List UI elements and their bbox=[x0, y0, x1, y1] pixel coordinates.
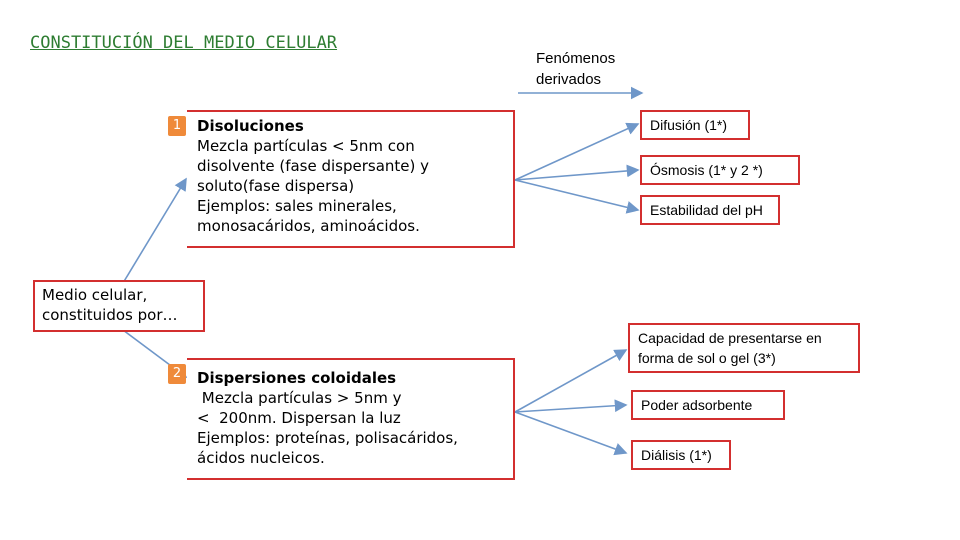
root-box-line-1: Medio celular, bbox=[42, 286, 148, 304]
box1-line-1: Mezcla partículas < 5nm con bbox=[197, 137, 415, 155]
box1-heading: Disoluciones bbox=[197, 117, 304, 135]
box2-number-badge: 2 bbox=[168, 364, 186, 384]
box2-line-3: Ejemplos: proteínas, polisacáridos, bbox=[197, 429, 458, 447]
diagram-title: CONSTITUCIÓN DEL MEDIO CELULAR bbox=[30, 33, 338, 53]
box2-heading: Dispersiones coloidales bbox=[197, 369, 397, 387]
box1-line-3: soluto(fase dispersa) bbox=[197, 177, 355, 195]
box1-disoluciones bbox=[187, 110, 515, 248]
box2-line-1: Mezcla partículas > 5nm y bbox=[197, 389, 402, 407]
box1-line-5: monosacáridos, aminoácidos. bbox=[197, 217, 420, 235]
box2-line-2: < 200nm. Dispersan la luz bbox=[197, 409, 401, 427]
fenomenos-header-line-2: derivados bbox=[536, 71, 602, 88]
box1-line-4: Ejemplos: sales minerales, bbox=[197, 197, 397, 215]
fenomenos-header bbox=[536, 48, 615, 90]
phenomenon-sol-gel: Capacidad de presentarse en forma de sol o gel (3*) bbox=[628, 323, 860, 373]
box1-number-badge: 1 bbox=[168, 116, 186, 136]
phenomenon-dialisis: Diálisis (1*) bbox=[631, 440, 731, 470]
box2-to-sol-gel-arrow bbox=[515, 350, 626, 412]
root-to-box1-arrow bbox=[123, 179, 186, 283]
phenomenon-difusion: Difusión (1*) bbox=[640, 110, 750, 140]
box1-to-ph-arrow bbox=[515, 180, 638, 210]
box2-to-adsorbente-arrow bbox=[515, 405, 626, 412]
box2-line-4: ácidos nucleicos. bbox=[197, 449, 325, 467]
box1-line-2: disolvente (fase dispersante) y bbox=[197, 157, 430, 175]
phenomenon-ph: Estabilidad del pH bbox=[640, 195, 780, 225]
phenomenon-adsorbente: Poder adsorbente bbox=[631, 390, 785, 420]
root-box-line-2: constituidos por… bbox=[42, 306, 178, 324]
box2-to-dialisis-arrow bbox=[515, 412, 626, 453]
fenomenos-header-line-1: Fenómenos bbox=[536, 50, 616, 67]
root-box bbox=[33, 280, 205, 332]
phenomenon-osmosis: Ósmosis (1* y 2 *) bbox=[640, 155, 800, 185]
box2-dispersiones bbox=[187, 358, 515, 480]
